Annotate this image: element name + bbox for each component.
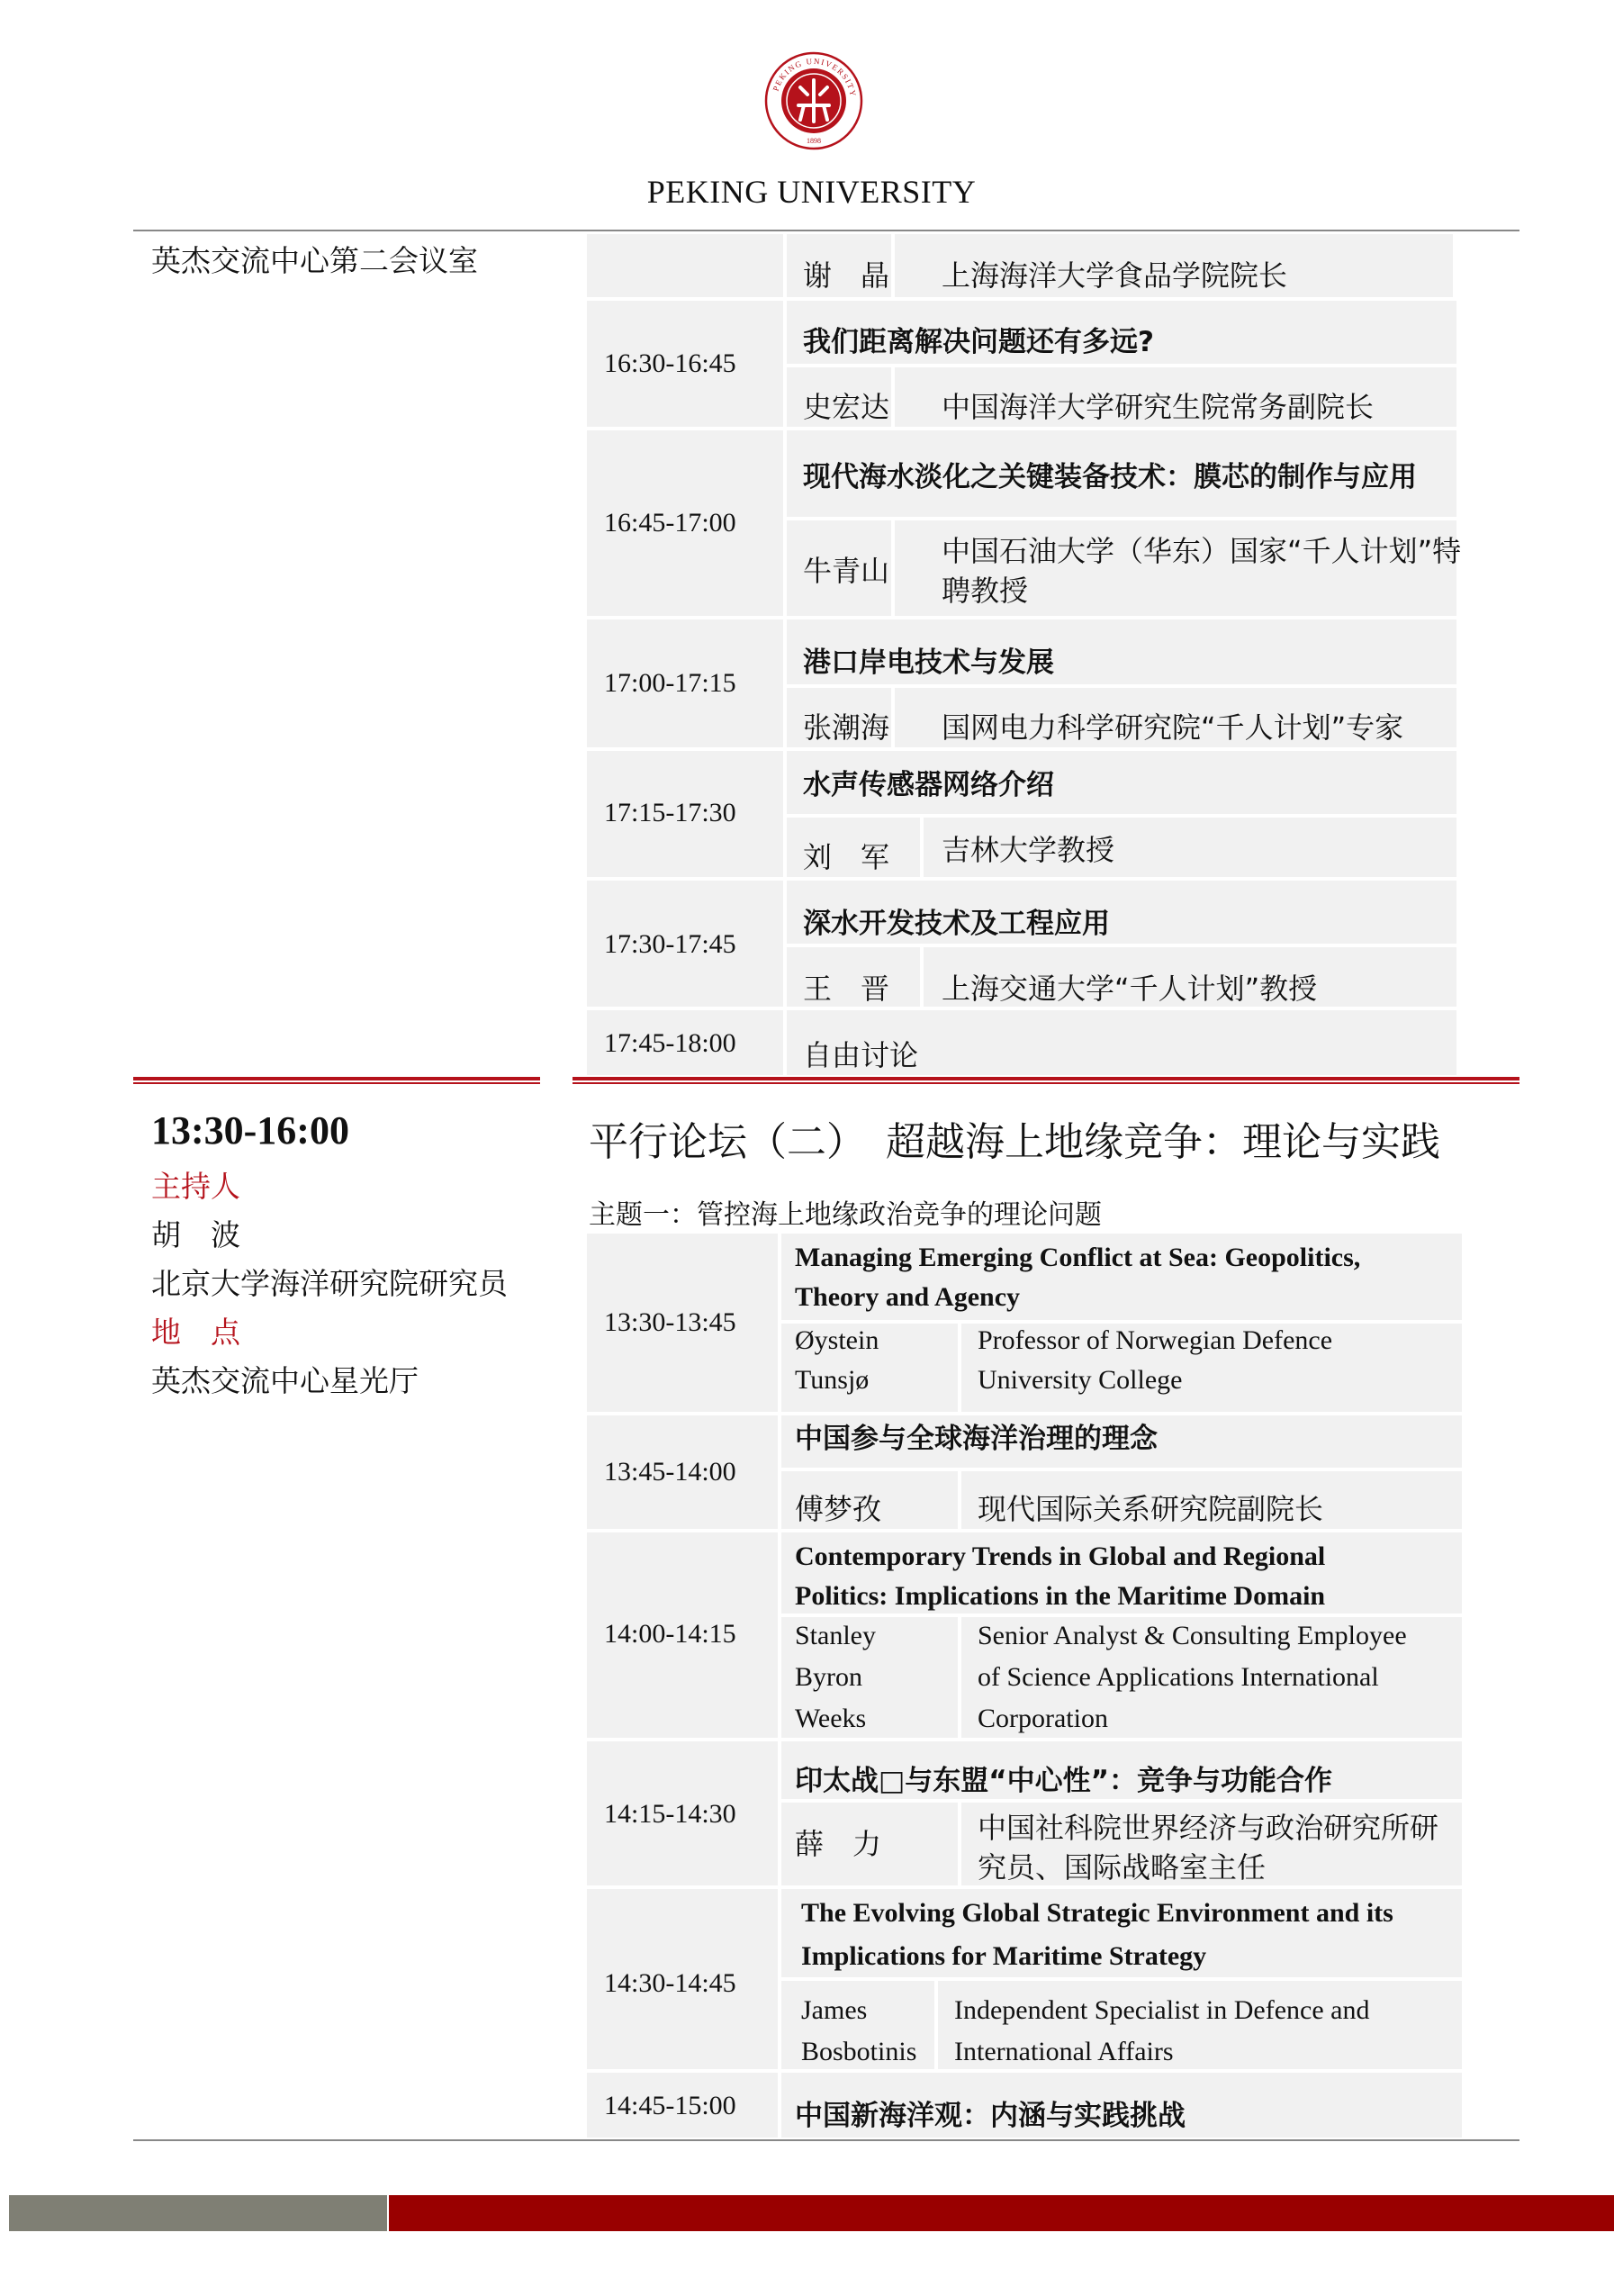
- speaker-affiliation-line1: 中国社科院世界经济与政治研究所研: [978, 1811, 1439, 1845]
- speaker-affiliation-line2: 聘教授: [942, 574, 1029, 608]
- section-time: 13:30-16:00: [151, 1108, 349, 1153]
- session-title: 现代海水淡化之关键装备技术：膜芯的制作与应用: [803, 461, 1417, 493]
- session-title-line2: Theory and Agency: [795, 1282, 1021, 1312]
- session-title: 我们距离解决问题还有多远?: [803, 326, 1154, 358]
- section-divider-left: [133, 1077, 540, 1080]
- footer-bar-gray: [9, 2195, 387, 2231]
- session-title: 印太战□与东盟“中心性”：竞争与功能合作: [795, 1765, 1333, 1797]
- speaker-name-line2: Tunsjø: [795, 1365, 870, 1395]
- speaker-name: 傅梦孜: [795, 1492, 882, 1526]
- svg-text:1898: 1898: [807, 137, 821, 145]
- session-time: 17:45-18:00: [604, 1028, 736, 1058]
- seal-icon: [764, 51, 863, 150]
- speaker-affiliation-line2: University College: [978, 1365, 1183, 1395]
- speaker-name-line1: Stanley: [795, 1621, 876, 1650]
- session-time: 14:00-14:15: [604, 1619, 736, 1649]
- session-title-line1: Contemporary Trends in Global and Regional: [795, 1541, 1326, 1571]
- speaker-name-line1: Øystein: [795, 1325, 879, 1355]
- footer-bar-red: [389, 2195, 1614, 2231]
- session-time: 17:30-17:45: [604, 929, 736, 959]
- speaker-affiliation-line3: Corporation: [978, 1704, 1108, 1733]
- speaker-affiliation: 上海海洋大学食品学院院长: [942, 258, 1288, 293]
- svg-text:PEKING UNIVERSITY: PEKING UNIVERSITY: [771, 56, 858, 98]
- host-label: 主持人: [151, 1169, 240, 1204]
- session-title: 港口岸电技术与发展: [803, 646, 1054, 679]
- session-title: 自由讨论: [803, 1038, 919, 1072]
- university-name: PEKING UNIVERSITY: [646, 174, 977, 210]
- session-title-line2: Politics: Implications in the Maritime Domain: [795, 1581, 1326, 1611]
- session-time: 17:15-17:30: [604, 798, 736, 827]
- venue-1: 英杰交流中心第二会议室: [151, 243, 478, 278]
- session-time: 16:45-17:00: [604, 508, 736, 538]
- speaker-affiliation-line1: Independent Specialist in Defence and: [954, 1995, 1370, 2025]
- section-divider-left-thin: [133, 1082, 540, 1084]
- session-time: 14:30-14:45: [604, 1968, 736, 1998]
- session-title: 深水开发技术及工程应用: [803, 908, 1110, 940]
- host-name: 胡 波: [151, 1217, 240, 1252]
- forum-title: 平行论坛（二） 超越海上地缘竞争：理论与实践: [589, 1119, 1440, 1165]
- speaker-affiliation: 吉林大学教授: [942, 833, 1115, 867]
- speaker-name: 史宏达: [803, 390, 890, 424]
- session-title-line1: Managing Emerging Conflict at Sea: Geopolitics,: [795, 1243, 1361, 1272]
- speaker-name: 王 晋: [803, 972, 890, 1006]
- session-time: 17:00-17:15: [604, 668, 736, 698]
- speaker-name-line1: James: [801, 1995, 868, 2025]
- session-title: 中国新海洋观：内涵与实践挑战: [795, 2100, 1186, 2132]
- session-time: 14:15-14:30: [604, 1799, 736, 1829]
- speaker-affiliation: 国网电力科学研究院“千人计划”专家: [942, 710, 1404, 745]
- speaker-affiliation-line1: Professor of Norwegian Defence: [978, 1325, 1333, 1355]
- speaker-affiliation: 现代国际关系研究院副院长: [978, 1492, 1324, 1526]
- speaker-name-line3: Weeks: [795, 1704, 867, 1733]
- peking-university-seal: [764, 51, 863, 150]
- speaker-name-line2: Bosbotinis: [801, 2037, 917, 2066]
- header-divider: [133, 230, 1519, 231]
- speaker-affiliation-line2: International Affairs: [954, 2037, 1174, 2066]
- host-title: 北京大学海洋研究院研究员: [151, 1266, 508, 1301]
- speaker-affiliation-line2: of Science Applications International: [978, 1662, 1379, 1692]
- session-title-line1: The Evolving Global Strategic Environment and its: [801, 1898, 1393, 1928]
- speaker-name: 谢 晶: [803, 258, 890, 293]
- place-label: 地 点: [151, 1315, 240, 1350]
- section-divider-right-thin: [573, 1082, 1519, 1084]
- speaker-name: 薛 力: [795, 1827, 882, 1861]
- session-time: 13:45-14:00: [604, 1457, 736, 1487]
- bottom-divider: [133, 2139, 1519, 2141]
- session-time: 16:30-16:45: [604, 348, 736, 378]
- speaker-name: 张潮海: [803, 710, 890, 745]
- speaker-name: 牛青山: [803, 554, 890, 588]
- theme-title: 主题一：管控海上地缘政治竞争的理论问题: [589, 1199, 1102, 1231]
- speaker-name-line2: Byron: [795, 1662, 862, 1692]
- session-title: 中国参与全球海洋治理的理念: [795, 1423, 1158, 1455]
- speaker-affiliation-line1: 中国石油大学（华东）国家“千人计划”特: [942, 534, 1462, 568]
- speaker-affiliation-line2: 究员、国际战略室主任: [978, 1850, 1267, 1885]
- section-divider-right: [573, 1077, 1519, 1080]
- place: 英杰交流中心星光厅: [151, 1363, 419, 1398]
- session-title-line2: Implications for Maritime Strategy: [801, 1941, 1207, 1971]
- speaker-affiliation: 中国海洋大学研究生院常务副院长: [942, 390, 1375, 424]
- session-time: 13:30-13:45: [604, 1307, 736, 1337]
- session-title: 水声传感器网络介绍: [803, 769, 1054, 801]
- speaker-affiliation: 上海交通大学“千人计划”教授: [942, 972, 1318, 1006]
- session-time: 14:45-15:00: [604, 2091, 736, 2120]
- speaker-name: 刘 军: [803, 840, 890, 874]
- speaker-affiliation-line1: Senior Analyst & Consulting Employee: [978, 1621, 1407, 1650]
- time-cell: [587, 234, 783, 297]
